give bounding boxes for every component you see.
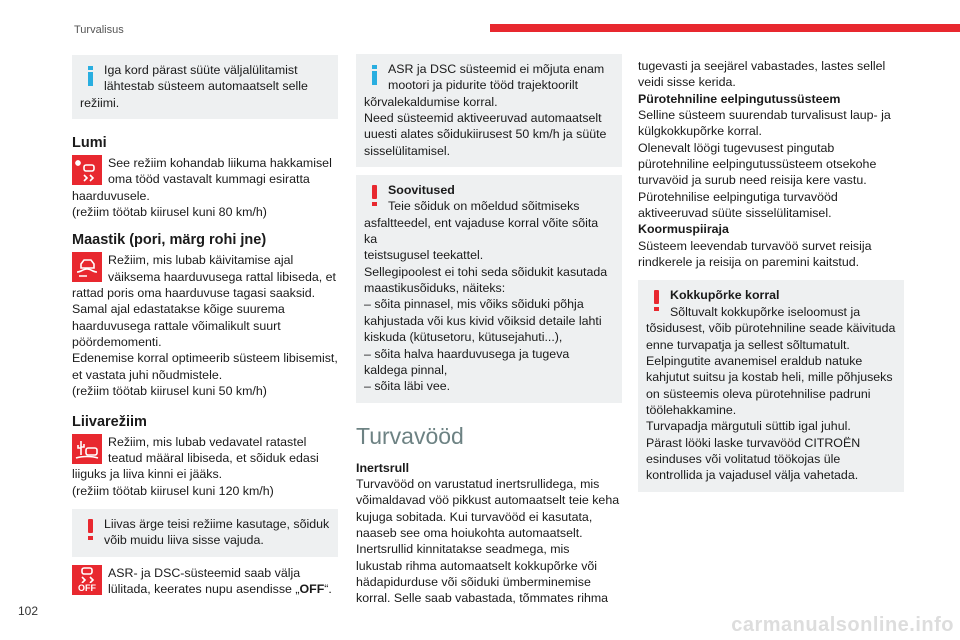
maastik-text: Režiim, mis lubab käivitamise ajal väiksema haarduvusega rattal libiseda, et rattad poris oma haarduvuse tagasi saaksid. Samal ajal edastatakse kõige suurema haarduvusega rattale võimalikult suurt pöördemomenti. Edenemise korral optimeerib süsteem libisemist, et vastata juhi nõudmistele. (režiim töötab kiirusel kuni 50 km/h)	[72, 253, 338, 399]
warning-title: Soovitused	[388, 183, 455, 198]
info-note	[356, 54, 622, 167]
off-text-end: “.	[324, 581, 332, 596]
info-note-text: ASR ja DSC süsteemid ei mõjuta enam mootori ja pidurite tööd trajektoorilt kõrvalekaldumise korral. Need süsteemid aktiveeruvad automaatselt uuesti alates sõidukiirusest 50 km/h ja süüte sisselülitamisel.	[364, 62, 607, 158]
info-note-text: Iga kord pärast süüte väljalülitamist lähtestab süsteem automaatselt selle režiimi.	[80, 63, 308, 110]
heading-maastik: Maastik (pori, märg rohi jne)	[72, 232, 267, 249]
warning-icon	[80, 516, 104, 546]
liiva-text: Režiim, mis lubab vedavatel ratastel teatud määral libiseda, et sõiduk edasi liiguks ja liiva kinni ei jääks. (režiim töötab kiirusel kuni 120 km/h)	[72, 434, 319, 498]
column-1	[72, 55, 338, 597]
off-label: OFF	[78, 582, 96, 593]
snow-mode-icon	[72, 155, 102, 185]
header-accent-bar	[490, 24, 960, 32]
warning-note	[72, 509, 338, 557]
subheading-pyro: Pürotehniline eelpingutussüsteem	[638, 91, 841, 106]
mode-lumi	[72, 155, 338, 220]
pyro-text: Selline süsteem suurendab turvalisust laup- ja külgkokkupõrke korral. Olenevalt löögi tugevusest pingutab pürotehniline eelpingutussüsteem otsekohe turvavöid ja surub need reisija kere vastu. Pürotehnilise eelpingutiga turvavööd aktiveeruvad süüte sisselülitamisel.	[638, 108, 891, 221]
column-2	[356, 54, 622, 607]
warning-note	[638, 280, 904, 491]
continued-text: tugevasti ja seejärel vabastades, lastes sellel veidi sisse kerida.	[638, 59, 886, 90]
asr-off-icon	[72, 565, 102, 595]
warning-icon	[364, 182, 388, 212]
info-icon	[364, 61, 388, 91]
inertsrull-text: Turvavööd on varustatud inertsrullidega, mis võimaldavad vöö pikkust automaatselt teie keha kujuga sobitada. Kui turvavööd ei kasutata, naaseb see oma hoiukohta automaatselt. Inertsrullid kinnitatakse seadmega, mis lukustab rihma automaatselt kokkupõrke või hädapidurduse või sõiduki ümberminemise korral. Selle saab vabastada, tõmmates rihma	[356, 476, 620, 606]
lumi-text: See režiim kohandab liikuma hakkamisel oma tööd vastavalt kummagi esiratta haarduvusele. (režiim töötab kiirusel kuni 80 km/h)	[72, 156, 332, 220]
warning-title: Kokkupõrke korral	[670, 288, 780, 303]
load-limiter-text: Süsteem leevendab turvavöö survet reisija rindkerele ja reisija on paremini kaitstud.	[638, 238, 872, 270]
info-icon	[80, 62, 104, 92]
mode-liiva	[72, 434, 338, 499]
subheading-inertsrull: Inertsrull	[356, 460, 410, 475]
warning-icon	[646, 287, 670, 317]
warning-text: Teie sõiduk on mõeldud sõitmiseks asfaltteedel, ent vajaduse korral võite sõita ka teistsugusel teekattel. Sellegipoolest ei tohi seda sõidukit kasutada maastikusõiduks, näiteks: – sõita pinnasel, mis võiks sõiduki põhja kahjustada või kus kivid võiksid detaile lahti kiskuda (kütusetoru, kütusejahuti...), – sõita halva haarduvusega ja tugeva kaldega pinnal, – sõita läbi vee.	[364, 199, 608, 394]
warning-text: Sõltuvalt kokkupõrke iseloomust ja tõsidusest, võib pürotehniline seade käivituda enne turvapatja ja sellest sõltumatult. Eelpingutite avanemisel eraldub natuke kahjutut suitsu ja kostab heli, mille põhjuseks on süsteemis oleva pürotehnilise padruni töölehakkamine. Turvapadja märgutuli süttib igal juhul. Pärast lööki laske turvavööd CITROËN esinduses või volitatud töökojas üle kontrollida ja vajadusel välja vahetada.	[646, 304, 896, 483]
sand-mode-icon	[72, 434, 102, 464]
section-header: Turvalisus	[74, 24, 124, 36]
heading-lumi: Lumi	[72, 135, 107, 152]
mud-mode-icon	[72, 252, 102, 282]
warning-note	[356, 175, 622, 402]
info-note	[72, 55, 338, 119]
mode-maastik	[72, 252, 338, 399]
off-bold: OFF	[299, 581, 325, 596]
heading-liivarezhiim: Liivarežiim	[72, 413, 147, 430]
warning-text: Liivas ärge teisi režiime kasutage, sõiduk võib muidu liiva sisse vajuda.	[104, 516, 330, 548]
off-text: ASR- ja DSC-süsteemid saab välja lülitada, keerates nupu asendisse „	[108, 565, 301, 596]
asr-off-note	[72, 565, 338, 598]
watermark: carmanualsonline.info	[731, 614, 954, 636]
subheading-load-limiter: Koormuspiiraja	[638, 222, 729, 237]
column-3	[638, 58, 904, 492]
page-number: 102	[18, 604, 39, 618]
section-title: Turvavööd	[356, 422, 464, 449]
